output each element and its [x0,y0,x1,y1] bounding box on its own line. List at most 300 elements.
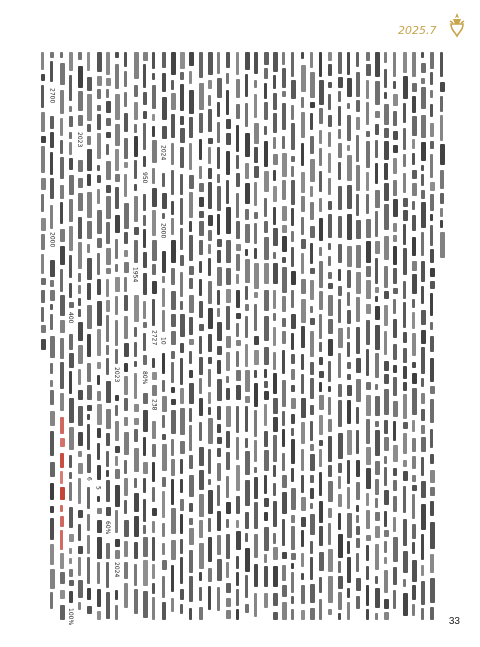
script-word [282,225,287,233]
text-column [411,52,419,620]
script-word [421,393,425,404]
script-word [152,168,155,184]
script-word [78,115,83,126]
script-word [291,208,294,226]
script-word [366,141,370,168]
script-word [134,564,137,586]
script-word [440,170,444,189]
script-word [97,279,101,295]
script-word [319,472,322,496]
script-word [347,78,352,97]
script-word [375,498,378,508]
script-word [245,103,248,127]
script-word [366,304,371,314]
script-word [319,526,323,546]
script-word [282,296,286,312]
script-word [366,241,371,263]
script-word [356,515,359,523]
script-word [208,168,212,179]
script-word [421,608,424,620]
script-word [319,501,323,523]
script-word [189,550,193,573]
script-word [291,156,295,162]
script-word [124,174,127,197]
script-word [69,199,73,222]
script-word [421,534,424,560]
script-word [41,254,44,274]
script-word [189,71,192,84]
script-word [310,405,314,415]
script-word [421,378,424,387]
script-word [301,610,305,620]
script-word [347,342,350,357]
script-word [264,102,268,120]
script-word [328,82,332,88]
script-word [78,160,83,172]
script-word [328,523,331,545]
script-word [171,598,174,612]
script-word [310,72,315,98]
script-word [236,244,241,251]
script-word [162,213,165,219]
script-word [273,207,276,225]
script-word [412,542,415,554]
script-word [180,84,184,111]
script-word [421,52,424,58]
script-word [412,485,417,491]
script-word [134,196,138,222]
script-word [134,52,139,79]
script-word [124,52,127,67]
script-word [421,425,425,434]
script-word [143,322,147,328]
script-word [282,180,286,200]
script-word [208,490,213,514]
script-word [199,324,204,331]
script-word [338,576,343,589]
script-word [97,362,101,369]
script-word [226,207,231,234]
script-word [97,253,100,275]
script-word [189,503,193,512]
script-word [199,520,203,538]
script-word [217,214,220,235]
script-word [328,576,333,603]
script-word [115,187,119,209]
script-word [97,175,101,183]
script-word [208,568,212,582]
script-word [245,512,249,529]
script-word [412,494,415,519]
script-word [338,384,342,397]
script-word [338,129,341,139]
script-word [301,573,304,580]
script-word [208,407,211,415]
script-word [430,194,434,211]
script-word [60,229,65,242]
script-word [291,515,295,523]
script-word [254,166,259,178]
script-word [384,612,389,620]
script-word [264,83,267,99]
script-word [328,465,332,477]
script-word [106,562,109,588]
script-word [310,362,314,375]
script-word [310,159,315,182]
text-column [272,52,280,620]
script-word [310,584,315,603]
script-word [384,420,388,434]
script-word [393,268,397,284]
script-word [134,136,138,157]
script-word [134,240,138,263]
script-word [97,562,100,584]
script-word [69,534,74,542]
script-word [328,214,332,238]
script-word [189,295,194,313]
script-word [310,102,315,108]
script-word [143,64,146,88]
script-word [124,295,128,311]
script-word [366,52,370,61]
text-column [244,52,252,620]
script-word [78,524,81,541]
script-word [60,530,63,550]
script-word [97,89,101,99]
script-word [87,244,90,253]
script-word [301,112,305,138]
script-word [375,211,378,237]
script-word [319,247,322,256]
script-word [217,559,222,581]
script-word [50,380,53,387]
script-word [338,513,341,530]
script-word [347,185,352,209]
script-word [87,258,92,280]
script-word [171,170,174,195]
script-word [430,72,433,85]
script-word [97,238,102,248]
script-word [310,378,314,399]
script-word [134,342,137,357]
script-word [143,437,146,456]
script-word [393,52,396,77]
script-word [60,63,65,85]
script-word [97,133,101,159]
script-word [180,72,184,80]
script-word [152,85,156,109]
script-word [356,407,359,424]
script-word [254,52,258,74]
script-word [124,162,128,168]
script-word [310,514,315,535]
text-column [179,52,187,620]
script-word [171,410,176,434]
script-word [430,522,435,549]
script-word [403,394,407,419]
script-word [236,370,241,381]
text-column [59,52,67,620]
script-word [319,218,323,241]
script-word [189,90,194,114]
script-word [356,553,359,572]
script-word [60,553,64,569]
script-word [134,102,138,120]
script-word [208,281,212,304]
script-word [273,435,277,462]
text-column [40,52,48,620]
script-word [78,242,82,269]
script-word [199,422,202,441]
script-word [124,113,128,132]
script-word [384,541,387,553]
script-word [245,133,250,157]
script-word [217,102,220,117]
script-word [106,381,111,403]
script-word [69,558,72,564]
script-word [199,470,204,490]
script-word [366,102,369,125]
script-word [41,52,44,70]
script-word [115,349,118,364]
script-word [208,586,211,610]
script-word [217,406,221,420]
script-word [41,325,46,333]
script-word [60,185,64,199]
script-word [273,465,276,477]
script-word [319,291,323,310]
script-word [384,104,389,125]
script-word [310,243,313,264]
script-word [97,52,102,72]
script-word [403,551,408,573]
script-word [124,363,128,372]
script-word [384,141,389,160]
text-column [439,52,447,620]
script-word [412,604,415,616]
script-word [226,306,230,330]
script-word [291,180,295,205]
script-word [366,172,369,191]
script-word [421,190,425,199]
script-word [189,383,194,404]
script-word [384,511,387,527]
script-word [384,69,387,88]
script-word [393,421,396,441]
script-word [347,400,351,424]
script-word [106,470,109,477]
script-word [124,478,128,496]
script-word [217,346,222,355]
script-word [124,398,128,411]
script-word [180,459,183,474]
script-word [97,165,100,171]
script-word [430,225,433,246]
script-word [226,90,229,115]
script-word [403,593,408,616]
script-word [78,546,83,554]
script-word [403,248,407,275]
text-column [66,52,76,626]
script-word [366,131,370,137]
script-word [162,52,166,68]
script-word [430,578,435,603]
script-word [421,115,426,138]
script-word [375,111,380,118]
script-word [106,78,111,86]
script-word [41,112,45,132]
script-word [319,371,324,378]
script-word [319,314,322,339]
script-word [199,221,204,236]
script-word [180,441,185,454]
script-word [217,360,221,374]
script-word [254,123,259,144]
script-word [115,550,120,559]
script-word [143,410,148,432]
inline-number: 5 [94,486,102,490]
script-word [282,103,286,130]
script-word [162,126,167,139]
script-word [301,196,305,212]
script-word [180,314,185,337]
script-word [338,186,342,210]
script-word [282,318,286,327]
script-word [430,214,433,221]
script-word [430,554,434,573]
script-word [60,417,64,434]
script-word [106,507,111,516]
script-word [403,210,408,221]
script-word [189,608,192,620]
script-word [115,590,118,600]
script-word [217,290,220,305]
script-word [403,281,406,299]
script-word [375,544,379,570]
script-word [273,252,276,259]
script-word [403,433,407,454]
script-word [347,541,350,554]
script-word [152,358,155,368]
script-word [124,316,128,339]
script-word [403,154,406,167]
script-word [264,450,269,471]
script-word [291,123,295,150]
script-word [97,520,102,533]
script-word [375,190,380,208]
text-column [235,52,243,620]
script-word [124,92,127,107]
script-word [78,322,83,341]
script-word [319,449,322,467]
script-word [226,336,231,348]
script-word [143,462,148,474]
script-word [338,433,343,459]
script-word [366,349,369,376]
script-word [143,194,146,211]
script-word [162,434,166,440]
script-word [143,591,148,618]
script-word [421,232,424,256]
script-word [189,52,194,66]
script-word [78,463,83,474]
script-word [301,354,304,370]
script-word [412,52,416,77]
script-word [291,290,294,308]
script-word [217,485,220,506]
script-word [226,598,231,607]
script-word [328,115,332,127]
script-word [273,483,276,496]
script-word [162,173,165,187]
script-word [282,429,285,447]
script-word [60,140,63,154]
script-word [384,437,389,451]
script-word [97,114,101,130]
script-word [236,323,239,337]
script-word [291,468,294,482]
script-word [310,541,313,554]
script-word [217,250,221,263]
script-word [301,97,304,108]
script-word [97,496,100,502]
script-word [328,339,333,356]
script-word [319,552,324,571]
script-word [430,123,434,137]
script-word [291,385,295,392]
script-word [87,283,91,300]
script-word [393,158,397,174]
script-word [310,202,314,220]
script-word [421,87,426,109]
script-word [384,331,387,355]
script-word [106,132,111,138]
script-word [134,160,137,179]
script-word [60,246,65,265]
script-word [421,581,425,605]
script-word [291,247,294,267]
script-word [254,336,259,345]
script-word [134,85,138,97]
script-word [115,264,118,272]
script-word [115,239,118,259]
script-word [254,212,258,219]
script-word [180,198,183,225]
script-word [208,518,211,532]
script-word [301,65,306,92]
script-word [152,462,155,482]
script-word [115,149,119,171]
script-word [236,125,239,152]
script-word [384,374,389,384]
script-word [291,105,294,120]
script-word [328,178,331,195]
script-word [69,255,72,278]
script-word [245,163,249,179]
script-word [430,281,435,289]
script-word [273,75,276,89]
script-word [189,518,193,525]
script-word [115,485,120,507]
script-word [106,268,111,274]
script-word [180,147,184,168]
script-word [124,520,129,537]
script-word [78,273,81,282]
script-word [264,404,267,426]
script-word [69,334,73,350]
script-word [78,432,83,446]
script-word [264,512,268,521]
